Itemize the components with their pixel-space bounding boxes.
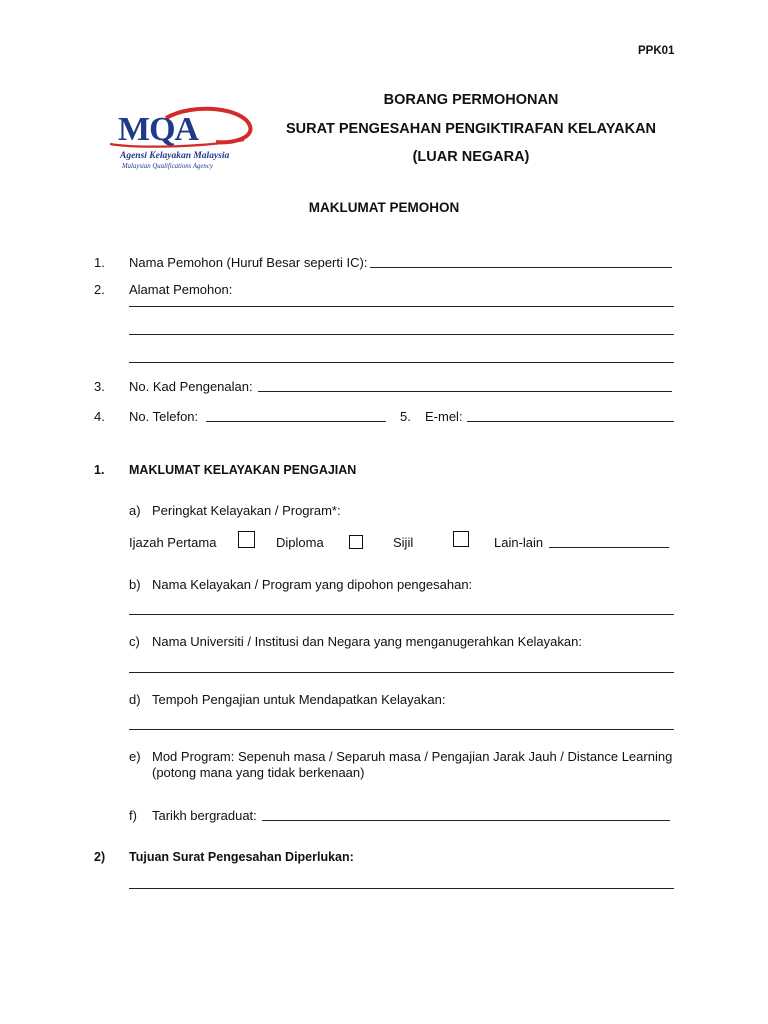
option-ijazah-label: Ijazah Pertama <box>129 535 217 550</box>
form-subtitle: SURAT PENGESAHAN PENGIKTIRAFAN KELAYAKAN <box>285 121 657 137</box>
study-duration-label: Tempoh Pengajian untuk Mendapatkan Kelayakan: <box>152 692 446 707</box>
section-number: 1. <box>94 463 105 477</box>
other-qualification-field[interactable] <box>549 547 669 548</box>
svg-text:Malaysian Qualifications Agenc: Malaysian Qualifications Agency <box>122 163 213 170</box>
ic-number-label: No. Kad Pengenalan: <box>129 379 253 394</box>
diploma-checkbox[interactable] <box>349 535 363 549</box>
applicant-name-field[interactable] <box>370 267 672 268</box>
form-title: BORANG PERMOHONAN <box>383 92 559 108</box>
item-label: c) <box>129 634 140 649</box>
study-duration-field[interactable] <box>129 729 674 730</box>
item-label: a) <box>129 503 141 518</box>
address-field-line3[interactable] <box>129 362 674 363</box>
program-mode-label[interactable]: Mod Program: Sepenuh masa / Separuh masa / Pengajian Jarak Jauh / Distance Learning <box>152 749 673 764</box>
ijazah-checkbox[interactable] <box>238 531 255 548</box>
institution-field[interactable] <box>129 672 674 673</box>
field-number: 3. <box>94 379 105 394</box>
address-field-line2[interactable] <box>129 334 674 335</box>
email-label: E-mel: <box>425 409 463 424</box>
field-number: 1. <box>94 255 105 270</box>
section-heading: MAKLUMAT PEMOHON <box>308 200 460 215</box>
item-label: f) <box>129 808 137 823</box>
svg-text:Agensi Kelayakan Malaysia: Agensi Kelayakan Malaysia <box>120 151 230 161</box>
option-other-label: Lain-lain <box>494 535 544 550</box>
sijil-checkbox[interactable] <box>453 531 469 547</box>
graduation-date-label: Tarikh bergraduat: <box>152 808 257 823</box>
option-diploma-label: Diploma <box>276 535 324 550</box>
form-subtitle-region: (LUAR NEGARA) <box>412 149 530 165</box>
svg-text:MQA: MQA <box>118 111 199 148</box>
graduation-date-field[interactable] <box>262 820 670 821</box>
applicant-name-label: Nama Pemohon (Huruf Besar seperti IC): <box>129 255 368 270</box>
program-mode-note: (potong mana yang tidak berkenaan) <box>152 765 365 780</box>
email-field[interactable] <box>467 421 674 422</box>
address-field-line1[interactable] <box>129 306 674 307</box>
field-number: 2. <box>94 282 105 297</box>
item-label: b) <box>129 577 141 592</box>
program-name-label: Nama Kelayakan / Program yang dipohon pengesahan: <box>152 577 473 592</box>
purpose-heading: Tujuan Surat Pengesahan Diperlukan: <box>129 850 354 864</box>
program-name-field[interactable] <box>129 614 674 615</box>
document-code: PPK01 <box>638 45 675 57</box>
ic-number-field[interactable] <box>258 391 672 392</box>
purpose-field[interactable] <box>129 888 674 889</box>
institution-label: Nama Universiti / Institusi dan Negara yang menganugerahkan Kelayakan: <box>152 634 582 649</box>
option-sijil-label: Sijil <box>393 535 414 550</box>
phone-label: No. Telefon: <box>129 409 199 424</box>
address-label: Alamat Pemohon: <box>129 282 233 297</box>
item-label: d) <box>129 692 141 707</box>
qualification-level-label: Peringkat Kelayakan / Program*: <box>152 503 341 518</box>
item-label: e) <box>129 749 141 764</box>
section-number: 2) <box>94 850 106 864</box>
phone-field[interactable] <box>206 421 386 422</box>
field-number: 5. <box>400 409 411 424</box>
qualification-heading: MAKLUMAT KELAYAKAN PENGAJIAN <box>129 463 357 477</box>
field-number: 4. <box>94 409 105 424</box>
